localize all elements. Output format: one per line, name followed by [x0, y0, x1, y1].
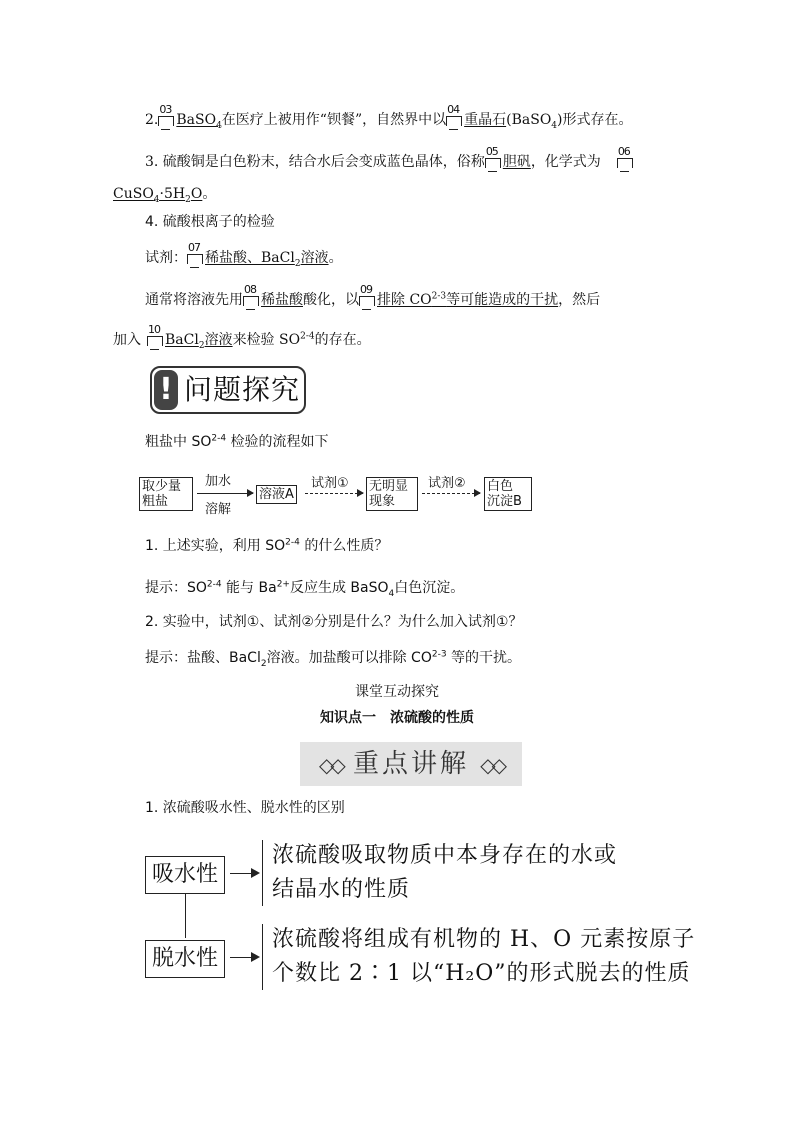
keypoint-title: 重点讲解	[352, 749, 469, 779]
arrowhead-dehydration	[251, 952, 260, 962]
line-flow-intro: 粗盐中 SO$^{2-4}$ 检验的流程如下	[145, 433, 329, 450]
flow-label-reagent-2: 试剂②	[428, 476, 466, 491]
hint-1: 提示：SO$^{2-4}$ 能与 $Ba^{2+}$反应生成 BaSO$_4$白色沉淀。	[145, 579, 465, 599]
flow-arrow-3	[422, 493, 480, 494]
flow-label-dissolve: 溶解	[205, 502, 232, 517]
answer-exclude-carbonate: 排除 CO$^{2-3}$等可能造成的干扰	[377, 291, 559, 308]
flow-box-white-precipitate: 白色 沉淀B	[484, 477, 532, 511]
inquiry-banner	[150, 366, 306, 414]
line-reagent: 试剂： 07 稀盐酸、BaCl$_2$溶液。	[145, 241, 343, 269]
blank-number-08: 08	[243, 288, 259, 310]
blank-number-07: 07	[187, 246, 203, 268]
flow-label-reagent-1: 试剂①	[311, 476, 349, 491]
diamond-right-icon: ◇◇	[480, 753, 504, 777]
box-dehydration: 脱水性	[145, 940, 225, 978]
flow-arrow-2	[305, 493, 363, 494]
answer-dilute-hcl: 稀盐酸	[261, 292, 303, 308]
flow-arrow-1	[197, 493, 253, 494]
desc-absorption-line1: 浓硫酸吸取物质中本身存在的水或	[272, 843, 618, 868]
answer-bacl2: BaCl$_2$溶液	[165, 332, 233, 351]
flow-box-no-change: 无明显 现象	[366, 477, 418, 511]
line-formula: $CuSO_4\cdot 5H_2O$。	[113, 186, 217, 205]
question-1: 1. 上述实验，利用 SO$^{2-4}$ 的什么性质？	[145, 537, 389, 554]
hint-2: 提示：盐酸、BaCl$_2$溶液。加盐酸可以排除 CO$^{2-3}$ 等的干扰。	[145, 649, 521, 669]
question-2: 2. 实验中，试剂①、试剂②分别是什么？为什么加入试剂①？	[145, 614, 523, 630]
blank-number-04: 04	[446, 108, 462, 130]
flow-label-add-water: 加水	[205, 474, 232, 489]
answer-barite: 重晶石	[464, 112, 507, 128]
exclamation-icon: !	[154, 370, 178, 410]
desc-dehydration-line1: 浓硫酸将组成有机物的 H、O 元素按原子	[272, 927, 696, 952]
line-add-bacl2: 加入 10 BaCl$_2$溶液来检验 SO$^{2-4}$的存在。	[113, 323, 371, 351]
line-copper-sulfate: 3. 硫酸铜是白色粉末，结合水后会变成蓝色晶体，俗称 05 胆矾，化学式为 06	[145, 150, 635, 172]
heading-sulfate-test: 4. 硫酸根离子的检验	[145, 214, 275, 230]
answer-baso4: BaSO$_4$	[176, 112, 222, 131]
connector-line	[185, 894, 186, 938]
bracket-absorption	[262, 840, 263, 906]
line-baso4-usage: 2. 03 BaSO$_4$在医疗上被用作“钡餐”，自然界中以 04 重晶石(BaSO$_4$)形式存在。	[145, 103, 633, 131]
desc-absorption-line2: 结晶水的性质	[272, 877, 411, 902]
blank-number-03: 03	[158, 108, 174, 130]
flow-box-solution-a: 溶液A	[256, 485, 297, 504]
section-subtitle: 知识点一 浓硫酸的性质	[320, 710, 474, 726]
flow-box-crude-salt: 取少量 粗盐	[139, 477, 193, 511]
box-water-absorption: 吸水性	[145, 856, 225, 894]
arrowhead-absorption	[251, 868, 260, 878]
answer-cuso4-formula: $CuSO_4\cdot 5H_2O$	[113, 186, 203, 205]
line-difference-heading: 1. 浓硫酸吸水性、脱水性的区别	[145, 800, 345, 816]
section-title: 课堂互动探究	[355, 684, 439, 700]
banner-title: 问题探究	[184, 373, 301, 406]
answer-reagent: 稀盐酸、BaCl$_2$溶液	[205, 250, 329, 269]
blank-number-10: 10	[147, 328, 163, 350]
bracket-dehydration	[262, 924, 263, 990]
blank-number-05: 05	[485, 150, 501, 172]
blank-number-09: 09	[359, 288, 375, 310]
diamond-left-icon: ◇◇	[318, 753, 342, 777]
line-acidify: 通常将溶液先用 08 稀盐酸酸化，以 09 排除 CO$^{2-3}$等可能造成的干扰，然后	[145, 283, 601, 308]
answer-blue-vitriol: 胆矾	[502, 154, 531, 170]
blank-number-06: 06	[617, 150, 633, 172]
desc-dehydration-line2: 个数比 2∶1 以“H₂O”的形式脱去的性质	[272, 961, 691, 986]
keypoint-banner	[300, 742, 522, 786]
